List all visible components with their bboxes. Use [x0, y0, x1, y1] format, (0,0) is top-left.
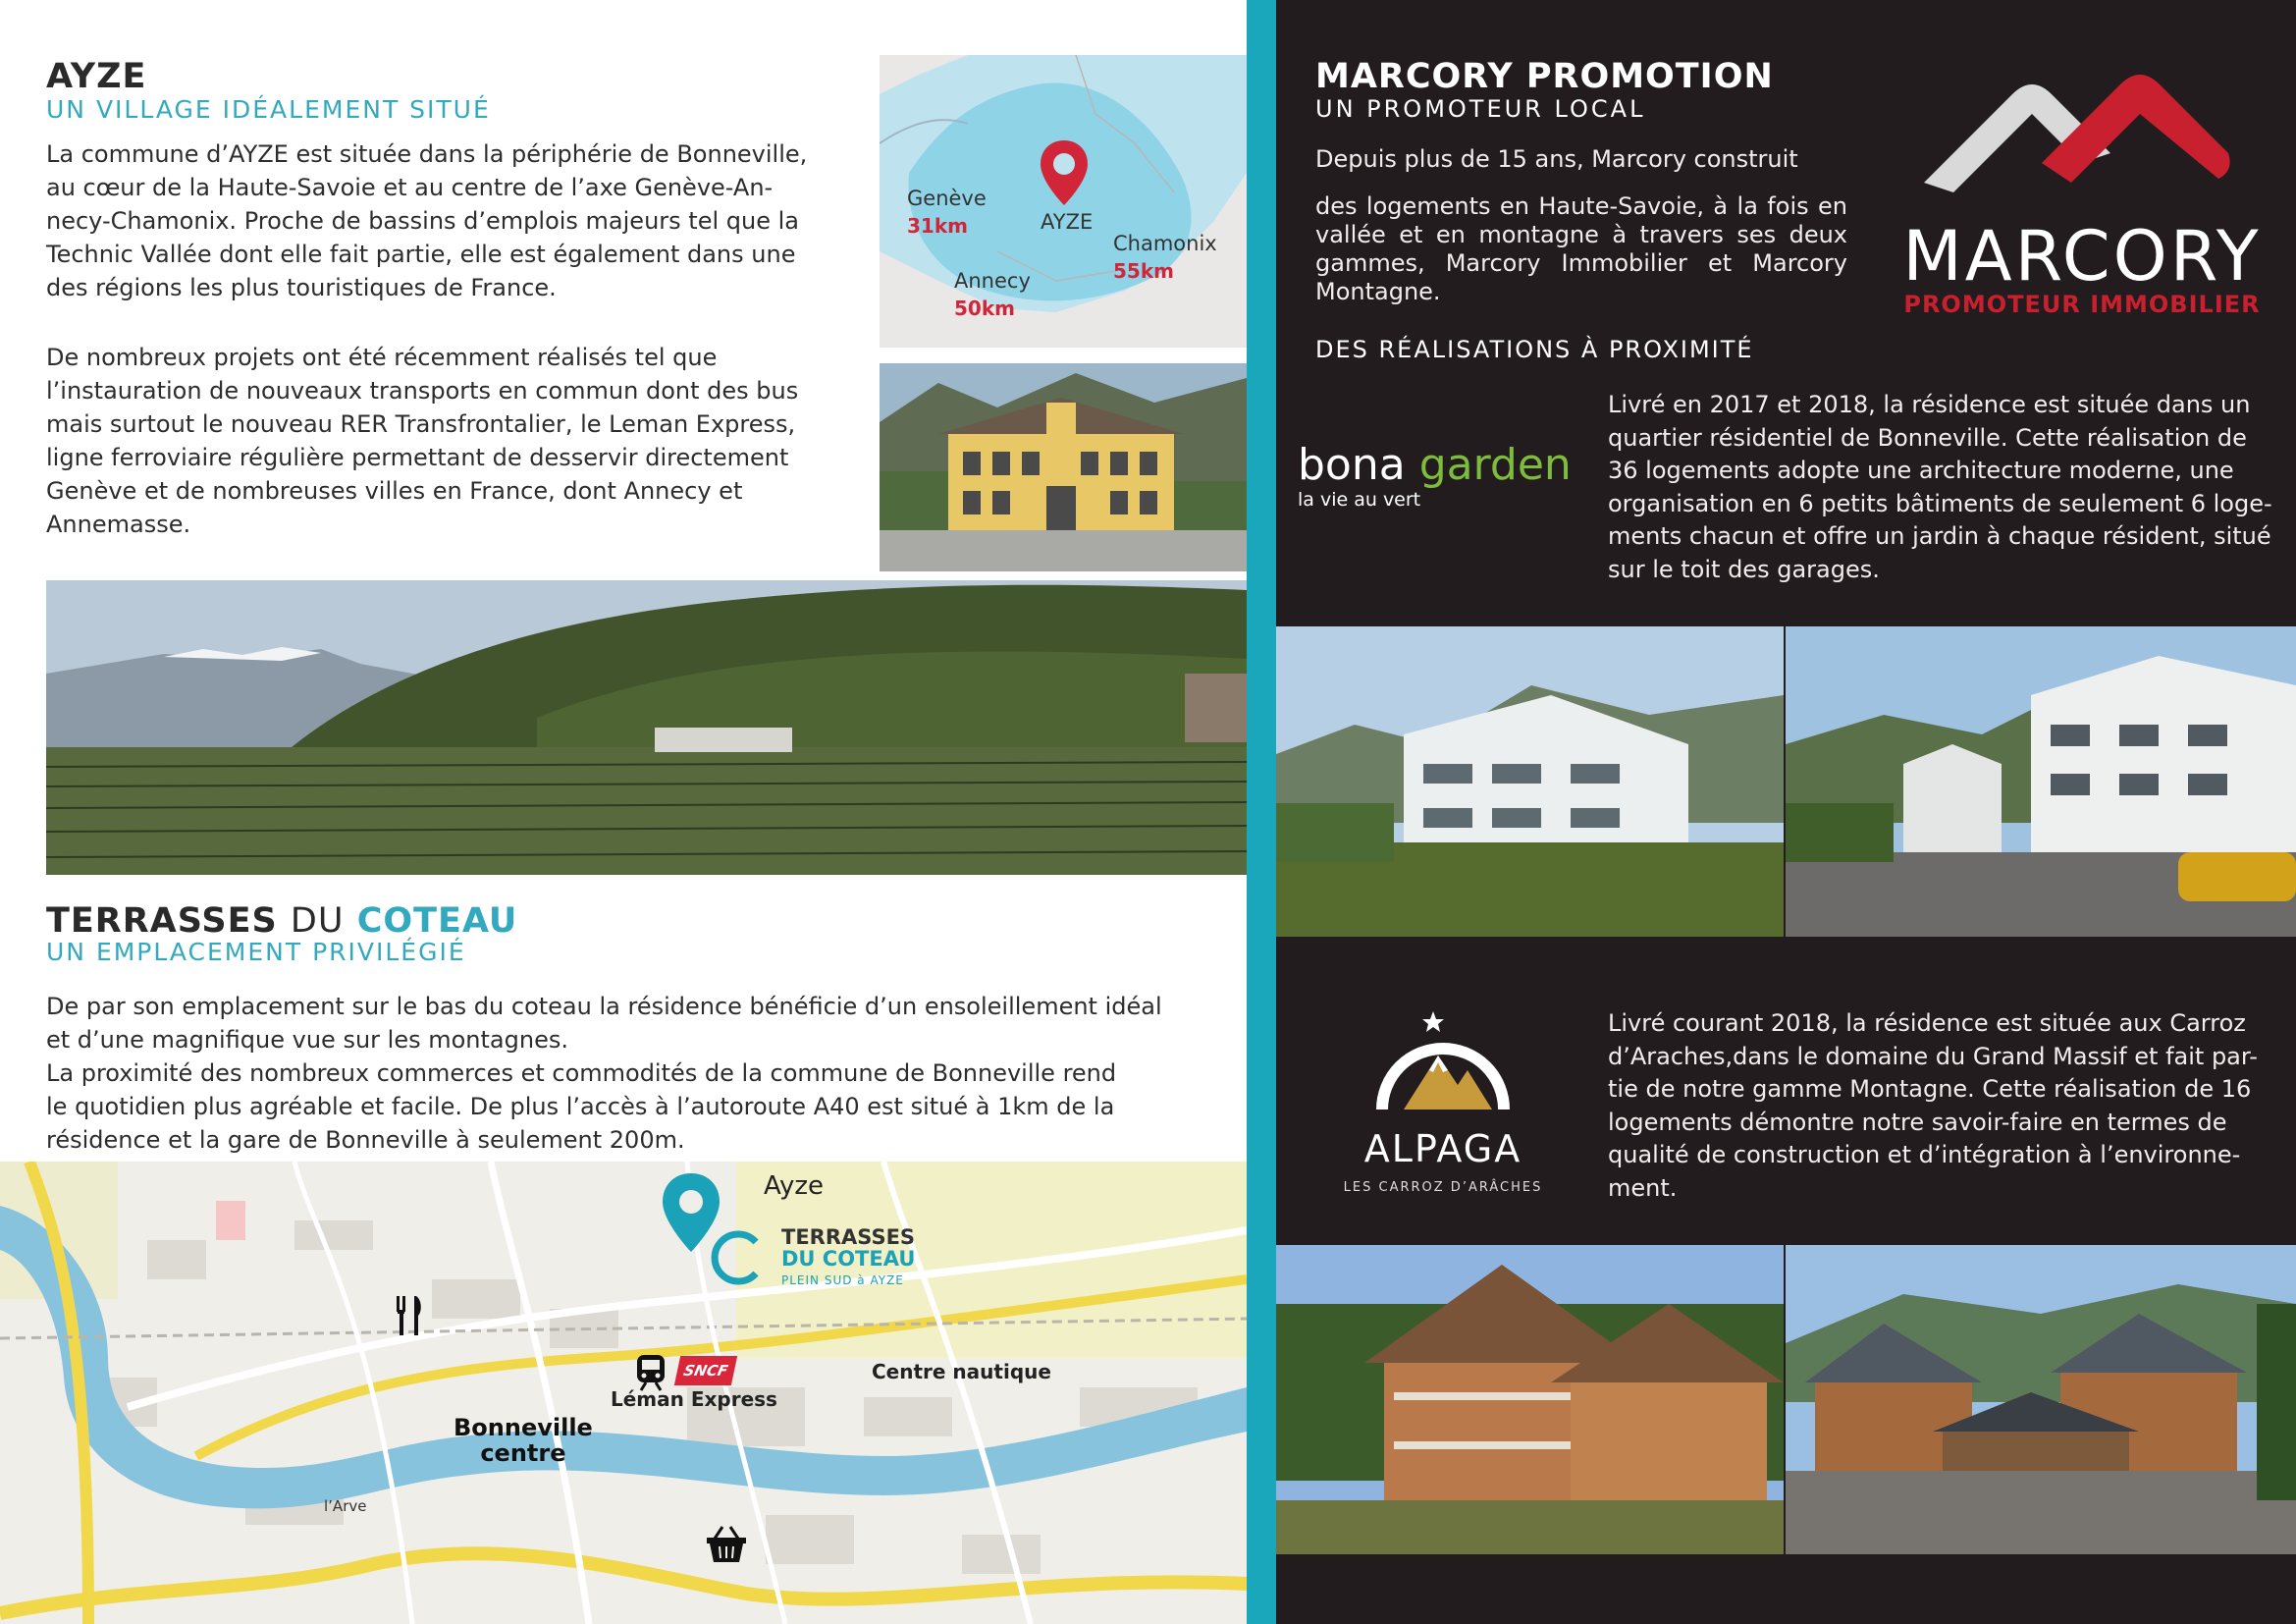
alpaga-text: Livré courant 2018, la résidence est située aux Carroz d’Araches,dans le domaine du Grand Massif et fait par- tie de notre gamme Montagne. Cette réalisation de 16 logements démontre notre savoir-faire en termes de qualité de construction et d’intégration à l’environne- ment. — [1608, 1009, 2258, 1202]
map-label-ayze: AYZE — [1041, 210, 1094, 234]
map-dist-chamonix: 55km — [1113, 259, 1174, 283]
region-map — [880, 55, 1247, 348]
marcory-logo: MARCORY PROMOTEUR IMMOBILIER — [1895, 55, 2268, 330]
vineyard-panorama-photo — [46, 580, 1247, 875]
ayze-title: AYZE — [46, 57, 147, 96]
map-label-bonneville: Bonneville centre — [454, 1414, 593, 1467]
street-map — [0, 1162, 1247, 1624]
page-divider — [1247, 0, 1276, 1624]
marcory-paragraph-1: Depuis plus de 15 ans, Marcory construit — [1315, 145, 1798, 173]
bona-garden-photo-1 — [1276, 626, 1784, 937]
ayze-paragraph-1: La commune d’AYZE est située dans la périphérie de Bonneville, au cœur de la Haute-Savoie et au centre de l’axe Genève-An- necy-Chamonix. Proche de bassins d’emplois majeurs tel que la Technic Vallée dont elle fait partie, elle est également dans une des régions les plus touristiques de France. — [46, 140, 808, 301]
terrasses-paragraph: De par son emplacement sur le bas du coteau la résidence bénéficie d’un ensoleillement idéal et d’une magnifique vue sur les montagnes. La proximité des nombreux commerces et commodités de la commune de Bonneville rend le quotidien plus agréable et facile. De plus l’accès à l’autoroute A40 est situé à 1km de la résidence et la gare de Bonneville à seulement 200m. — [46, 993, 1162, 1154]
terrasses-subtitle: UN EMPLACEMENT PRIVILÉGIÉ — [46, 938, 466, 966]
marcory-title: MARCORY PROMOTION — [1315, 57, 1774, 96]
map-marker-icon — [1037, 138, 1092, 211]
alpaga-logo: ALPAGA LES CARROZ D’ARÂCHES — [1335, 1001, 1551, 1208]
map-label-chamonix: Chamonix — [1113, 232, 1217, 255]
marcory-paragraph-2: des logements en Haute-Savoie, à la fois en vallée et en montagne à travers ses deux gammes, Marcory Immobilier et Marcory Montagne. — [1315, 192, 1847, 305]
bona-garden-photo-2 — [1786, 626, 2296, 937]
ayze-paragraph-2: De nombreux projets ont été récemment réalisés tel que l’instauration de nouveaux transports en commun dont des bus mais surtout le nouveau RER Transfrontalier, le Leman Express, ligne ferroviaire régulière permettant de desservir directement Genève et de nombreuses villes en France, dont Annecy et Annemasse. — [46, 344, 799, 538]
map-label-leman-express: Léman Express — [611, 1387, 777, 1411]
map-label-ayze-street: Ayze — [764, 1171, 825, 1201]
restaurant-icon — [393, 1294, 428, 1341]
marcory-roof-icon — [1914, 55, 2238, 212]
alpaga-mountain-icon — [1364, 1001, 1522, 1119]
map-label-centre-nautique: Centre nautique — [872, 1360, 1051, 1383]
bona-garden-logo: bona garden la vie au vert — [1298, 440, 1572, 511]
ayze-subtitle: UN VILLAGE IDÉALEMENT SITUÉ — [46, 95, 491, 124]
map-dist-annecy: 50km — [954, 297, 1015, 320]
town-hall-photo — [880, 363, 1247, 571]
sncf-logo: SNCF — [674, 1356, 737, 1385]
terrasses-map-logo: TERRASSES DU COTEAU PLEIN SUD à AYZE — [781, 1225, 916, 1287]
map-label-geneve: Genève — [907, 187, 987, 210]
map-dist-geneve: 31km — [907, 214, 968, 238]
terrasses-title: TERRASSES DU COTEAU — [46, 901, 518, 941]
bona-garden-text: Livré en 2017 et 2018, la résidence est située dans un quartier résidentiel de Bonneville. Cette réalisation de 36 logements adopte une architecture moderne, une organisation en 6 petits bâtiments de seulement 6 loge- ments chacun et offre un jardin à chaque résident, situé sur le toit des garages. — [1608, 391, 2272, 583]
map-label-annecy: Annecy — [954, 269, 1031, 293]
alpaga-photo-2 — [1786, 1245, 2296, 1554]
map-label-arve: l’Arve — [324, 1497, 367, 1515]
shopping-basket-icon — [705, 1525, 748, 1568]
terrasses-logo-mark-icon — [705, 1228, 764, 1291]
realisations-heading: DES RÉALISATIONS À PROXIMITÉ — [1315, 336, 1754, 363]
marcory-subtitle: UN PROMOTEUR LOCAL — [1315, 95, 1646, 123]
alpaga-photo-1 — [1276, 1245, 1784, 1554]
